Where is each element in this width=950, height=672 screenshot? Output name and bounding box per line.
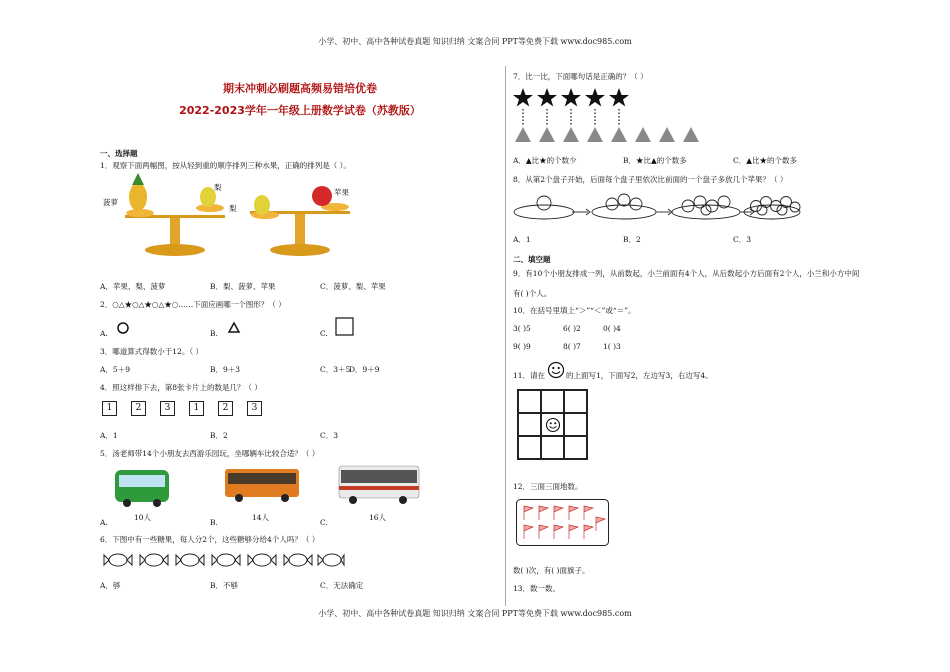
candies-figure — [104, 550, 344, 570]
label-pineapple: 菠萝 — [103, 198, 118, 207]
q10-blank[interactable]: 0( )4 — [603, 324, 621, 333]
smiley-face-icon — [547, 361, 565, 379]
q6-option-b[interactable]: B．不够 — [210, 581, 239, 590]
label-pear-b: 梨 — [229, 204, 237, 213]
q8-stem: 8．从第2个盘子开始，后面每个盘子里依次比前面的一个盘子多放几个苹果？（ ） — [513, 175, 788, 184]
q1-stem: 1．观察下面两幅图，按从轻到重的顺序排列三种水果，正确的排列是（ ）。 — [100, 161, 351, 170]
bus-caption-16: 16人 — [369, 513, 387, 522]
q4-stem: 4．照这样排下去，第8张卡片上的数是几？（ ） — [100, 383, 262, 392]
square-shape-icon — [335, 317, 355, 337]
bus-caption-10: 10人 — [134, 513, 152, 522]
q3-option-b[interactable]: B．9＋3 — [210, 365, 241, 374]
q5-option-b[interactable]: B. — [210, 518, 218, 527]
q3-stem: 3．哪道算式得数小于12。（ ） — [100, 347, 203, 356]
plates-with-apples-figure — [512, 190, 802, 226]
number-card: 2 — [131, 401, 146, 416]
q4-option-c[interactable]: C．3 — [320, 431, 339, 440]
pineapple-icon — [129, 183, 147, 211]
q9-line1: 9．有10个小朋友排成一列，从前数起，小兰前面有4个人，从后数起小方后面有2个人，小兰和小方中间 — [513, 269, 860, 278]
q7-option-a[interactable]: A．▲比★的个数少 — [513, 156, 577, 165]
q2-option-b[interactable]: B. — [210, 329, 218, 338]
q8-option-b[interactable]: B．2 — [623, 235, 641, 244]
q10-blank[interactable]: 3( )5 — [513, 324, 531, 333]
grid-cell[interactable] — [518, 413, 541, 436]
q1-option-b[interactable]: B．梨、菠萝、苹果 — [210, 282, 276, 291]
q5-option-a[interactable]: A. — [100, 518, 108, 527]
grid-cell-center — [541, 413, 564, 436]
page-footer: 小学、初中、高中各种试卷真题 知识归纳 文案合同 PPT等免费下载 www.doc985.com — [318, 609, 632, 618]
label-apple: 苹果 — [334, 188, 349, 197]
column-divider — [505, 66, 506, 606]
q10-blank[interactable]: 1( )3 — [603, 342, 621, 351]
grid-cell[interactable] — [564, 413, 587, 436]
q10-blank[interactable]: 8( )7 — [563, 342, 581, 351]
q6-option-a[interactable]: A．够 — [100, 581, 121, 590]
section-choice-heading: 一、选择题 — [100, 149, 138, 158]
q12-answer-line[interactable]: 数( )次，有( )面旗子。 — [513, 566, 590, 575]
q6-option-c[interactable]: C．无法确定 — [320, 581, 364, 590]
apple-icon — [312, 186, 332, 206]
q5-option-c[interactable]: C. — [320, 518, 328, 527]
q13-stem: 13．数一数。 — [513, 584, 561, 593]
q10-blank[interactable]: 9( )9 — [513, 342, 531, 351]
bus-14-seats-icon — [223, 465, 303, 505]
q7-option-b[interactable]: B．★比▲的个数多 — [623, 156, 687, 165]
q7-stem: 7．比一比，下面哪句话是正确的？（ ） — [513, 72, 648, 81]
bus-10-seats-icon — [113, 466, 173, 508]
balance-scale-1 — [125, 173, 225, 256]
label-pear-a: 梨 — [214, 183, 222, 192]
q4-option-b[interactable]: B．2 — [210, 431, 228, 440]
q1-option-a[interactable]: A．苹果、梨、菠萝 — [100, 282, 166, 291]
number-card: 2 — [218, 401, 233, 416]
page-header: 小学、初中、高中各种试卷真题 知识归纳 文案合同 PPT等免费下载 www.doc985.com — [318, 37, 632, 46]
q8-option-c[interactable]: C．3 — [733, 235, 752, 244]
bus-16-seats-icon — [337, 463, 421, 507]
q11-text-before: 11．请在 — [513, 371, 546, 380]
grid-cell[interactable] — [564, 390, 587, 413]
circle-shape-icon — [116, 321, 130, 335]
triangle-shape-icon — [227, 321, 241, 335]
q8-option-a[interactable]: A．1 — [513, 235, 531, 244]
grid-cell[interactable] — [518, 436, 541, 459]
stars-triangles-figure — [513, 87, 703, 147]
q1-option-c[interactable]: C．菠萝、梨、苹果 — [320, 282, 386, 291]
q2-stem: 2．○△★○△★○△★○……下面应画哪一个图形？（ ） — [100, 300, 286, 309]
number-card: 3 — [247, 401, 262, 416]
q2-option-a[interactable]: A. — [100, 329, 108, 338]
exam-title-line2: 2022-2023学年一年级上册数学试卷（苏教版） — [179, 104, 421, 117]
grid-cell[interactable] — [564, 436, 587, 459]
q3-option-a[interactable]: A．5＋9 — [100, 365, 130, 374]
q1-balance-scales-figure — [100, 175, 370, 265]
q6-stem: 6．下图中有一些糖果，每人分2个，这些糖够分给4个人吗？（ ） — [100, 535, 320, 544]
q2-option-c[interactable]: C. — [320, 329, 328, 338]
q11-text-after: 的上面写1，下面写2，左边写3，右边写4。 — [566, 371, 713, 380]
pear-icon — [254, 195, 270, 215]
q3-option-c[interactable]: C．3＋5 — [320, 365, 351, 374]
grid-cell[interactable] — [518, 390, 541, 413]
q3-option-d[interactable]: D．9＋9 — [349, 365, 380, 374]
exam-title-line1: 期末冲刺必刷题高频易错培优卷 — [223, 82, 377, 95]
q12-stem: 12．三面三面地数。 — [513, 482, 583, 491]
grid-cell[interactable] — [541, 436, 564, 459]
q11-3x3-grid — [517, 389, 588, 460]
q10-stem: 10．在括号里填上“＞”“＜”或“＝”。 — [513, 306, 636, 315]
q5-stem: 5．汤老师带14个小朋友去西游乐园玩，坐哪辆车比较合适？（ ） — [100, 449, 320, 458]
grid-cell[interactable] — [541, 390, 564, 413]
number-card: 1 — [102, 401, 117, 416]
number-card: 1 — [189, 401, 204, 416]
q4-option-a[interactable]: A．1 — [100, 431, 118, 440]
q9-line2: 有( )个人。 — [513, 289, 552, 298]
bus-caption-14: 14人 — [252, 513, 270, 522]
section-fill-heading: 二、填空题 — [513, 255, 551, 264]
flags-figure — [516, 499, 610, 547]
q10-blank[interactable]: 6( )2 — [563, 324, 581, 333]
number-card: 3 — [160, 401, 175, 416]
q7-option-c[interactable]: C．▲比★的个数多 — [733, 156, 798, 165]
smiley-face-icon — [545, 417, 561, 433]
